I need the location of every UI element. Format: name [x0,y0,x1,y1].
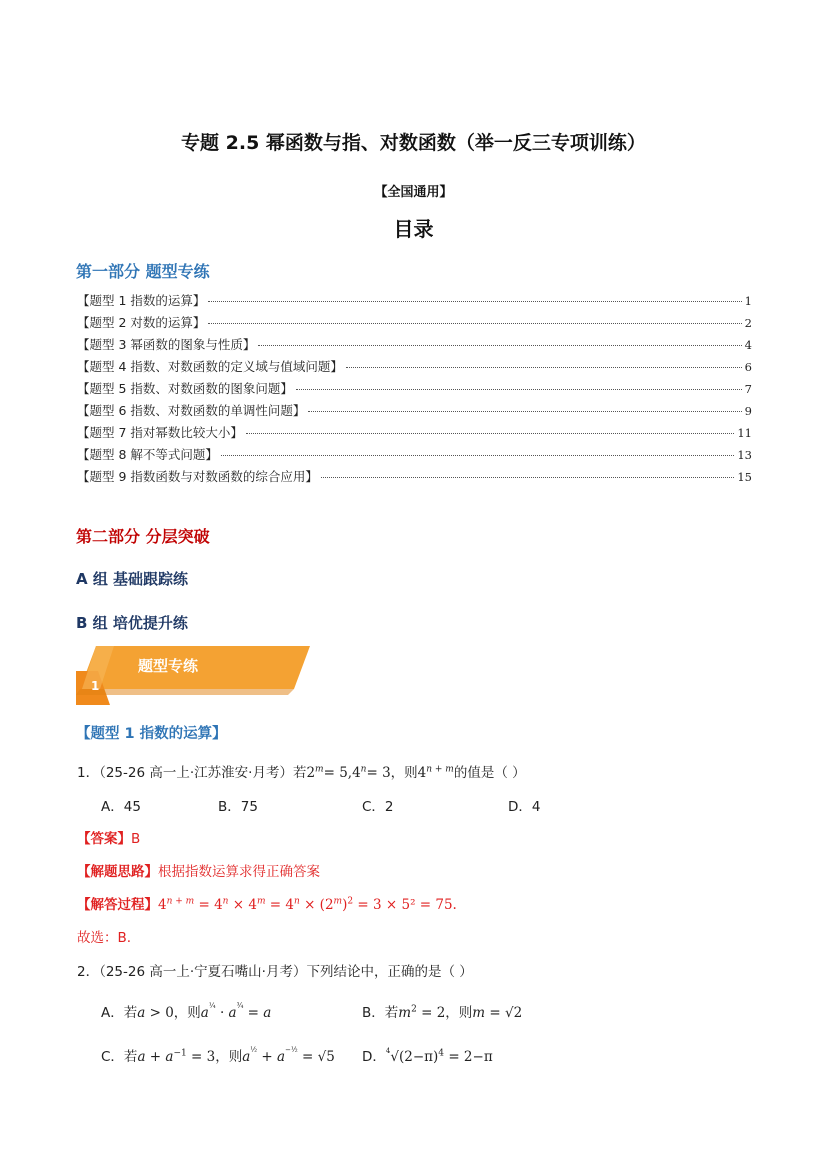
q2-option-c-prefix: C．若 [101,1049,138,1065]
toc-entry-4[interactable] [77,357,752,379]
banner-label: 题型专练 [138,657,199,675]
q1-process: 【解答过程】$4^{n + m} = 4^n \times 4^m = 4^n \times (2^m)^2 = 3 \times 5^2 = 75$. [77,896,457,913]
toc-leader-dots [208,301,741,302]
q2-option-c-mid: ，则 [215,1049,243,1065]
toc-leader-dots [296,389,742,390]
q1-answer-value: B [131,831,141,847]
toc-entry-label: 【题型 7 指对幂数比较大小】 [77,425,243,440]
q2-option-d-text: = 2−π [448,1049,493,1065]
toc-entry-label: 【题型 5 指数、对数函数的图象问题】 [77,381,293,396]
toc-entry-5[interactable] [77,379,752,401]
toc-leader-dots [221,455,734,456]
q2-option-b-mid: ，则 [445,1005,473,1021]
q1-prefix: 1．（25-26 高一上·江苏淮安·月考）若 [77,765,307,781]
q1-answer [77,827,140,847]
toc-entry-page: 2 [744,316,752,330]
q2-option-a[interactable]: A．若a > 0，则$a^{\frac{1}{4}} \cdot a^{\frac{3}{4}} = a$ [101,1002,272,1021]
toc-entry-label: 【题型 3 幂函数的图象与性质】 [77,337,256,352]
q1-idea [77,860,320,880]
toc-entry-3[interactable] [77,335,752,357]
toc-entry-page: 13 [737,448,752,462]
toc-entry-2[interactable] [77,313,752,335]
toc-entry-page: 15 [737,470,752,484]
toc-entry-6[interactable] [77,401,752,423]
q1-cond: = 5,4 [323,765,361,781]
toc-entry-page: 1 [744,294,752,308]
toc-entry-label: 【题型 6 指数、对数函数的单调性问题】 [77,403,306,418]
toc-entry-page: 11 [737,426,752,440]
part2-heading: 第二部分 分层突破 [76,527,210,546]
toc-leader-dots [308,411,741,412]
group-b-heading[interactable]: B 组 培优提升练 [76,614,188,632]
toc-entry-label: 【题型 8 解不等式问题】 [77,447,218,462]
group-a-heading[interactable]: A 组 基础跟踪练 [76,570,189,588]
q2-option-c[interactable]: C．若$a + a^{-1} = 3$，则$a^{\frac{1}{2}} + a^{-\frac{1}{2}} = √5$ [101,1046,335,1065]
toc-leader-dots [321,477,734,478]
q1-option-c[interactable]: C．2 [362,799,394,815]
q2-option-d[interactable]: D．$^4√(2-\pi)^4 = 2-\pi$ [362,1047,493,1065]
q2-option-b-prefix: B．若 [362,1005,399,1021]
toc-entry-label: 【题型 4 指数、对数函数的定义域与值域问题】 [77,359,343,374]
toc-entry-label: 【题型 9 指数函数与对数函数的综合应用】 [77,469,318,484]
toc-entry-page: 9 [744,404,752,418]
document-title: 专题 2.5 幂函数与指、对数函数（举一反三专项训练） [181,132,646,154]
toc-entry-page: 4 [744,338,752,352]
toc-entry-label: 【题型 2 对数的运算】 [77,315,206,330]
toc-entry-7[interactable] [77,423,752,445]
toc-entry-1[interactable] [77,291,752,313]
banner-number: 1 [91,679,100,693]
q1-option-d[interactable]: D．4 [508,799,541,815]
q2-option-a-prefix: A．若 [101,1005,138,1021]
table-of-contents [77,291,752,489]
q1-conclusion: 故选：B. [77,930,132,946]
toc-leader-dots [346,367,742,368]
q1-idea-label: 【解题思路】 [77,864,158,880]
toc-heading: 目录 [393,217,434,241]
q1-cond2: = 3，则4 [366,765,427,781]
q1-option-b[interactable]: B．75 [218,799,258,815]
toc-entry-page: 7 [744,382,752,396]
section-heading: 【题型 1 指数的运算】 [76,726,227,742]
q1-option-a[interactable]: A．45 [101,799,141,815]
q2-option-d-prefix: D． [362,1049,386,1065]
question-1-stem: 1．（25-26 高一上·江苏淮安·月考）若$2^m= 5,4^n= 3$，则$4^{n + m}$的值是（ ） [77,764,526,781]
toc-entry-label: 【题型 1 指数的运算】 [77,293,206,308]
question-2-stem: 2．（25-26 高一上·宁夏石嘴山·月考）下列结论中，正确的是（ ） [77,964,473,980]
toc-leader-dots [246,433,734,434]
toc-entry-9[interactable] [77,467,752,489]
q1-process-label: 【解答过程】 [77,897,158,913]
q1-answer-label: 【答案】 [77,831,131,847]
part1-heading: 第一部分 题型专练 [76,262,210,281]
q1-process-text: = 3 × 5² = 75. [357,897,457,913]
q2-option-a-mid: ，则 [173,1005,201,1021]
toc-entry-8[interactable] [77,445,752,467]
toc-leader-dots [208,323,741,324]
document-subtitle: 【全国通用】 [374,185,453,200]
q1-suffix: 的值是（ ） [453,765,526,781]
toc-leader-dots [258,345,741,346]
toc-entry-page: 6 [744,360,752,374]
q2-option-b[interactable]: B．若$m^2 = 2$，则m = √2 [362,1004,523,1021]
q1-idea-text: 根据指数运算求得正确答案 [158,864,320,880]
